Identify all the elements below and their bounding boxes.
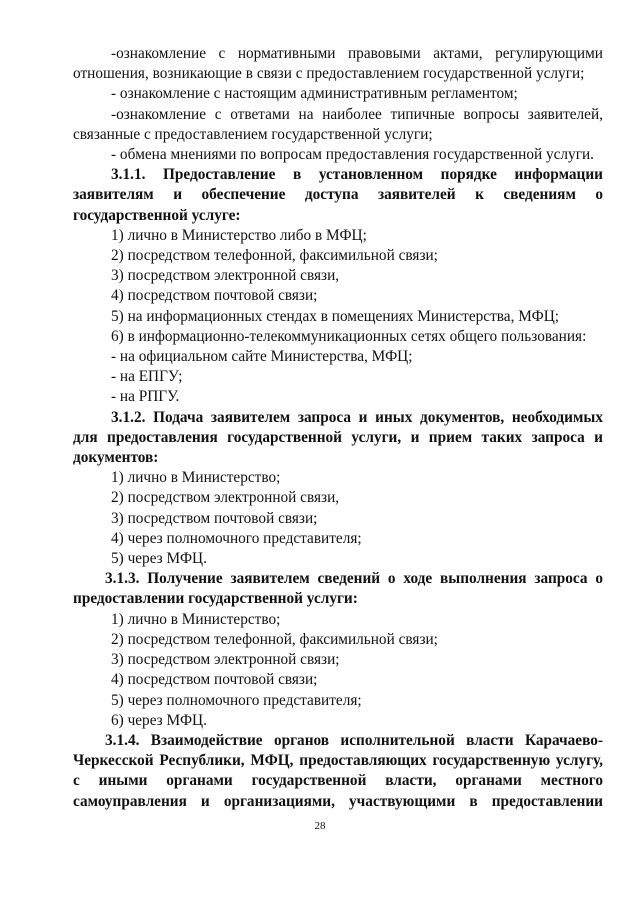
list-item: 1) лично в Министерство; (111, 469, 281, 487)
document-page (73, 44, 603, 812)
list-item: 6) через МФЦ. (111, 711, 207, 729)
section-heading-3-1-2: 3.1.2. Подача заявителем запроса и иных документов, необходимых для предоставления государственной услуги, и прием таких запроса и документов: (73, 408, 603, 467)
list-item: 4) посредством почтовой связи; (111, 671, 318, 689)
paragraph-exchange-opinions: - обмена мнениями по вопросам предоставления государственной услуги. (111, 146, 594, 164)
list-item: 2) посредством электронной связи, (111, 489, 340, 507)
paragraph-acquaint-regulation: - ознакомление с настоящим административным регламентом; (111, 85, 518, 103)
list-item: 3) посредством электронной связи; (111, 651, 340, 669)
list-item: 2) посредством телефонной, факсимильной связи; (111, 247, 438, 265)
section-heading-3-1-1: 3.1.1. Предоставление в установленном порядке информации заявителям и обеспечение доступа заявителей к сведениям о государственной услуге: (73, 166, 603, 224)
list-item: 3) посредством электронной связи, (111, 267, 340, 285)
list-item: - на официальном сайте Министерства, МФЦ; (111, 348, 413, 366)
list-item: 5) через полномочного представителя; (111, 691, 362, 709)
list-item: 2) посредством телефонной, факсимильной связи; (111, 630, 438, 648)
list-item: 6) в информационно-телекоммуникационных сетях общего пользования: (111, 327, 587, 345)
list-item: 3) посредством почтовой связи; (111, 509, 318, 527)
list-item: - на ЕПГУ; (111, 368, 183, 386)
list-item: 4) посредством почтовой связи; (111, 287, 318, 305)
section-heading-3-1-4: 3.1.4. Взаимодействие органов исполнительной власти Карачаево-Черкесской Республики, МФЦ, предоставляющих государственную услугу, с иными органами государственной власти, органами местного самоуправления и организациями, участвующими в предоставлении (73, 731, 603, 810)
list-item: 5) через МФЦ. (111, 550, 207, 568)
list-item: 5) на информационных стендах в помещениях Министерства, МФЦ; (111, 307, 560, 325)
list-item: 1) лично в Министерство; (111, 610, 281, 628)
page-number: 28 (314, 820, 326, 832)
section-heading-3-1-3: 3.1.3. Получение заявителем сведений о ходе выполнения запроса о предоставлении государственной услуги: (73, 570, 603, 608)
paragraph-acquaint-normative: -ознакомление с нормативными правовыми актами, регулирующими отношения, возникающие в связи с предоставлением государственной услуги; (73, 45, 603, 83)
list-item: 4) через полномочного представителя; (111, 529, 362, 547)
list-item: - на РПГУ. (111, 388, 180, 406)
paragraph-acquaint-answers: -ознакомление с ответами на наиболее типичные вопросы заявителей, связанные с предоставлением государственной услуги; (73, 105, 603, 143)
list-item: 1) лично в Министерство либо в МФЦ; (111, 226, 367, 244)
